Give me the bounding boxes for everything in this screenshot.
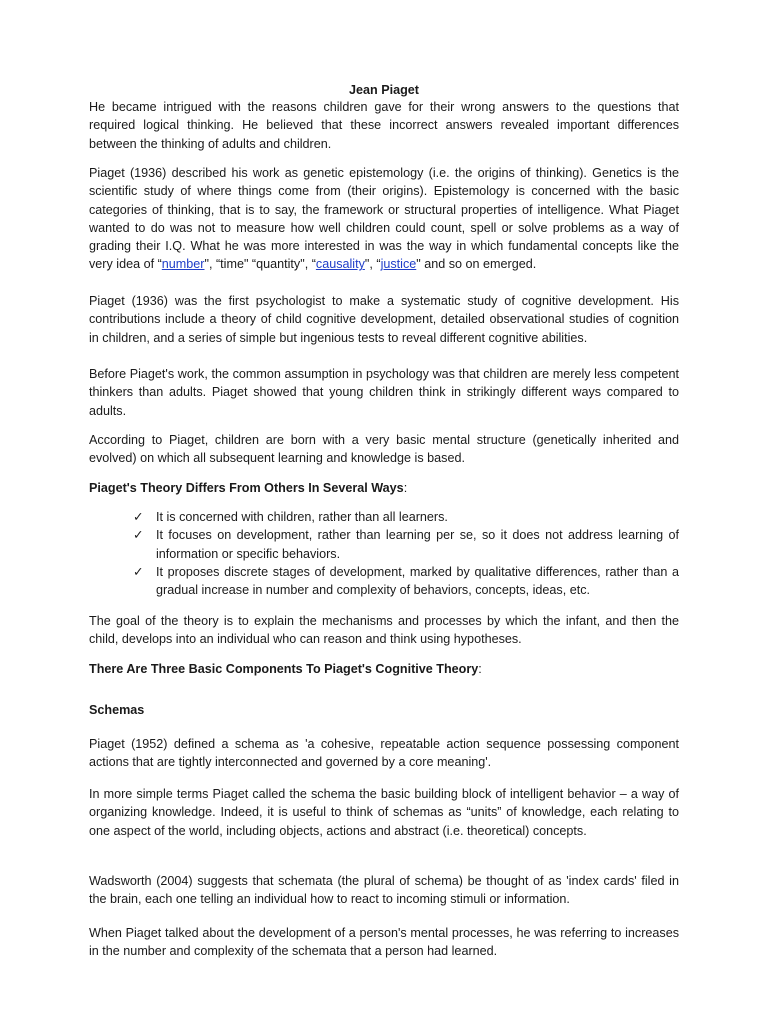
list-item — [133, 526, 679, 563]
paragraph-goal: The goal of the theory is to explain the mechanisms and processes by which the infant, and then the child, develops into an individual who can reason and think using hypotheses. — [89, 614, 679, 647]
paragraph-mental-processes: When Piaget talked about the development of a person's mental processes, he was referring to increases in the number and complexity of the schemata that a person had learned. — [89, 926, 679, 959]
heading-colon: : — [478, 662, 482, 676]
section-heading-differs — [89, 479, 679, 497]
section-heading-components — [89, 660, 679, 678]
paragraph-text: ", “ — [364, 257, 381, 272]
paragraph-first-psychologist: Piaget (1936) was the first psychologist to make a systematic study of cognitive development. His contributions include a theory of child cognitive development, detailed observational studies of cognition in children, and a series of simple but ingenious tests to reveal different cognitive abilities. — [89, 294, 679, 345]
list-item — [133, 508, 679, 526]
paragraph-mental-structure: According to Piaget, children are born with a very basic mental structure (genetically inherited and evolved) on which all subsequent learning and knowledge is based. — [89, 433, 679, 466]
checkmark-icon: ✓ — [133, 510, 144, 524]
paragraph-text: Piaget (1936) described his work as genetic epistemology (i.e. the origins of thinking). Genetics is the scientific study of where things come from (their origins). Epistemology is concerned with the basic categories of thinking, that is to say, the framework or structural properties of intelligence. What Piaget wanted to do was not to measure how well children could count, spell or solve problems as a way of grading their I.Q. What he was more interested in was the way in which fundamental concepts like the very idea of “ — [89, 166, 679, 272]
checkmark-icon: ✓ — [133, 528, 144, 543]
paragraph-intro: He became intrigued with the reasons children gave for their wrong answers to the questions that required logical thinking. He believed that these incorrect answers revealed important differences between the thinking of adults and children. — [89, 100, 679, 151]
list-item-text: It focuses on development, rather than learning per se, so it does not address learning of information or specific behaviors. — [156, 528, 679, 561]
paragraph-schema-definition: Piaget (1952) defined a schema as 'a cohesive, repeatable action sequence possessing component actions that are tightly interconnected and governed by a core meaning'. — [89, 737, 679, 770]
list-item-text: It is concerned with children, rather than all learners. — [156, 510, 448, 524]
heading-text: There Are Three Basic Components To Piaget's Cognitive Theory — [89, 662, 479, 676]
paragraph-wadsworth: Wadsworth (2004) suggests that schemata (the plural of schema) be thought of as 'index cards' filed in the brain, each one telling an individual how to react to incoming stimuli or information. — [89, 874, 679, 907]
checkmark-icon: ✓ — [133, 564, 144, 579]
list-item — [133, 563, 679, 600]
link-causality[interactable]: causality — [315, 257, 365, 272]
document-title: Jean Piaget — [349, 83, 419, 97]
heading-text: Piaget's Theory Differs From Others In Several Ways — [89, 481, 404, 495]
heading-colon: : — [403, 481, 408, 495]
section-heading-schemas: Schemas — [89, 703, 145, 717]
paragraph-building-block: In more simple terms Piaget called the schema the basic building block of intelligent behavior – a way of organizing knowledge. Indeed, it is useful to think of schemas as “units” of knowledge, each relating to one aspect of the world, including objects, actions and abstract (i.e. theoretical) concepts. — [89, 787, 679, 838]
list-item-text: It proposes discrete stages of development, marked by qualitative differences, rather than a gradual increase in number and complexity of behaviors, concepts, ideas, etc. — [156, 564, 679, 598]
paragraph-before-piaget: Before Piaget's work, the common assumption in psychology was that children are merely less competent thinkers than adults. Piaget showed that young children think in strikingly different ways compared to adults. — [89, 367, 679, 418]
differences-list — [133, 508, 679, 599]
paragraph-text: ", “time" “quantity", “ — [204, 257, 316, 272]
paragraph-epistemology — [89, 164, 679, 274]
link-justice[interactable]: justice — [380, 257, 417, 272]
link-number[interactable]: number — [161, 257, 205, 272]
paragraph-text: " and so on emerged. — [416, 257, 537, 272]
